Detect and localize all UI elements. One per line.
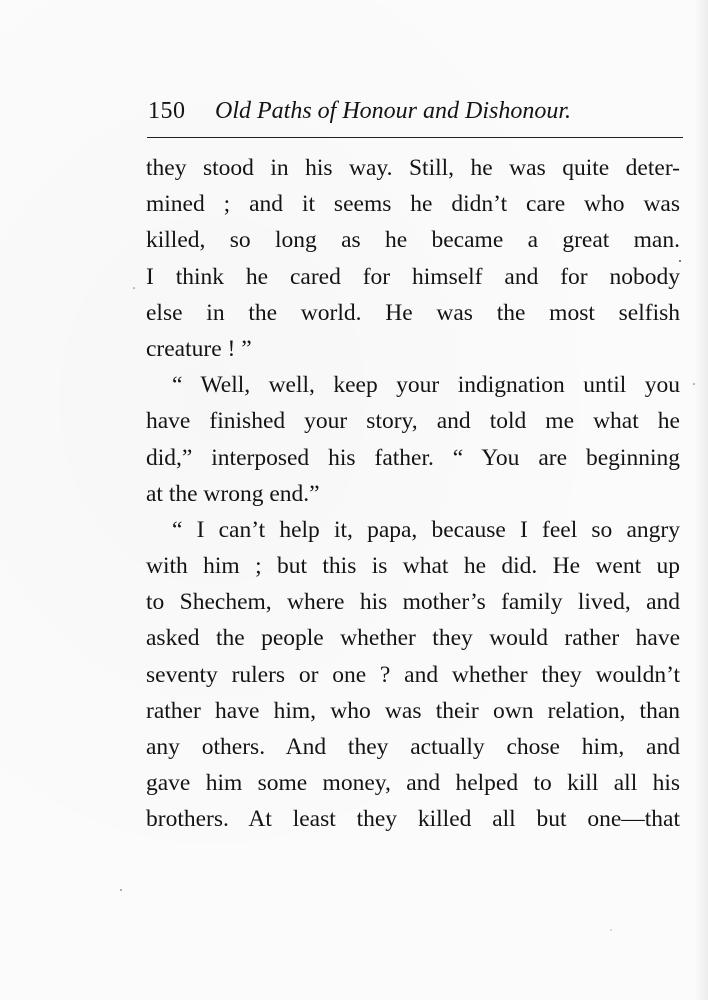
text-line: have finished your story, and told me what he xyxy=(146,408,680,435)
text-line: “ I can’t help it, papa, because I feel so angry xyxy=(172,516,680,543)
speck xyxy=(133,287,135,289)
text-line: “ Well, well, keep your indignation until you xyxy=(172,372,680,399)
text-line: killed, so long as he became a great man. xyxy=(146,227,680,254)
running-head xyxy=(148,96,679,136)
text-line: seventy rulers or one ? and whether they wouldn’t xyxy=(146,661,680,688)
text-line: with him ; but this is what he did. He went up xyxy=(146,553,680,580)
header-rule xyxy=(147,137,683,138)
speck xyxy=(120,889,122,891)
text-line: else in the world. He was the most selfish xyxy=(146,299,680,326)
text-line: at the wrong end.” xyxy=(146,480,320,507)
text-line: gave him some money, and helped to kill all his xyxy=(146,770,680,797)
text-line: they stood in his way. Still, he was quite deter- xyxy=(146,155,680,181)
speck xyxy=(610,929,611,930)
text-line: to Shechem, where his mother’s family lived, and xyxy=(146,589,680,616)
text-line: brothers. At least they killed all but one—that xyxy=(146,806,680,833)
text-line: rather have him, who was their own relation, than xyxy=(146,697,680,724)
body-text xyxy=(146,150,680,838)
text-line: asked the people whether they would rather have xyxy=(146,625,680,652)
page-edge-shadow xyxy=(694,0,708,1000)
page-number: 150 xyxy=(148,98,186,124)
running-title: Old Paths of Honour and Dishonour. xyxy=(215,98,572,124)
text-line: mined ; and it seems he didn’t care who was xyxy=(146,191,680,218)
text-line: any others. And they actually chose him, and xyxy=(146,734,680,760)
text-line: did,” interposed his father. “ You are beginning xyxy=(146,444,680,471)
text-line: creature ! ” xyxy=(146,335,252,362)
text-line: I think he cared for himself and for nobody xyxy=(146,263,680,290)
